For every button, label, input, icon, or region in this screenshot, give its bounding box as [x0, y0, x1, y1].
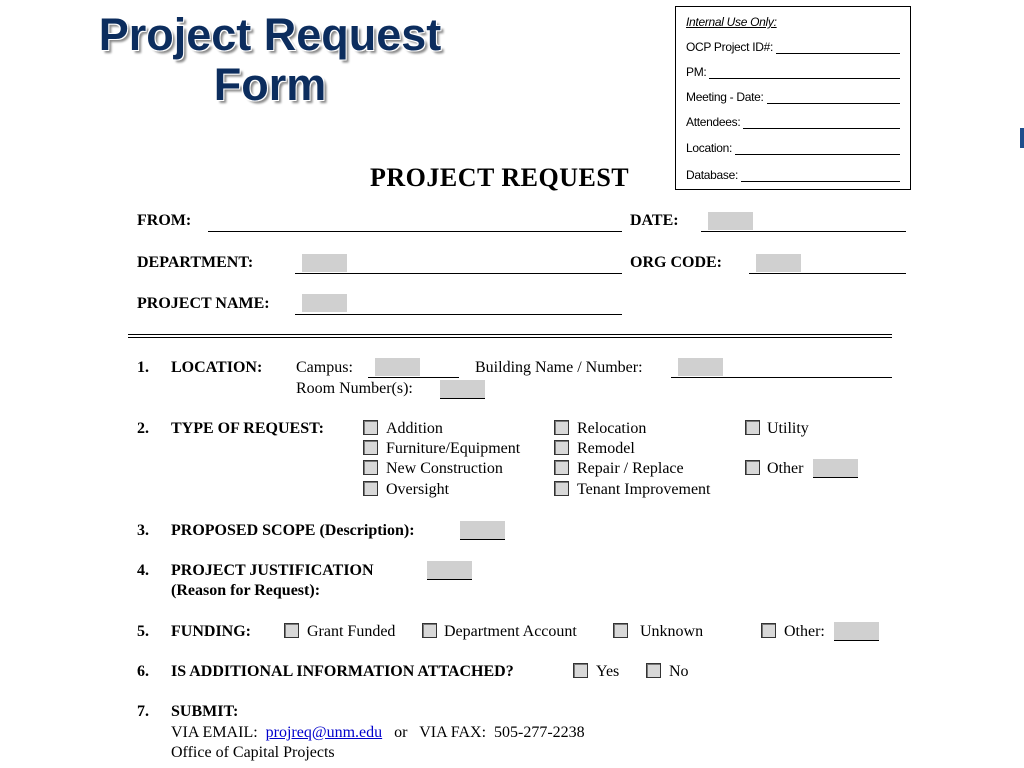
department-label: DEPARTMENT: — [137, 254, 254, 271]
room-input-fill[interactable] — [440, 380, 485, 398]
org-code-label: ORG CODE: — [630, 254, 722, 271]
org-code-field — [749, 273, 906, 274]
internal-field-project-id[interactable]: OCP Project ID#: — [686, 38, 900, 54]
fax-number: 505-277-2238 — [494, 724, 585, 741]
justification-label: PROJECT JUSTIFICATION — [171, 562, 374, 579]
internal-use-box — [675, 6, 911, 190]
project-name-field — [295, 314, 622, 315]
option-unknown: Unknown — [640, 623, 704, 640]
option-no: No — [669, 663, 689, 680]
attached-label: IS ADDITIONAL INFORMATION ATTACHED? — [171, 663, 514, 680]
option-oversight: Oversight — [386, 481, 450, 498]
project-name-input-fill[interactable] — [302, 294, 347, 312]
submit-number: 7. — [137, 703, 149, 720]
internal-field-pm[interactable]: PM: — [686, 63, 900, 79]
justification-sublabel: (Reason for Request): — [171, 582, 321, 599]
campus-field — [368, 377, 459, 378]
via-fax-label: VIA FAX: — [419, 724, 487, 741]
department-input-fill[interactable] — [302, 254, 347, 272]
checkbox-no[interactable] — [646, 663, 661, 678]
building-field — [671, 377, 892, 378]
org-code-input-fill[interactable] — [756, 254, 801, 272]
other-funding-input-fill[interactable] — [834, 622, 879, 640]
internal-field-meeting-date[interactable]: Meeting - Date: — [686, 88, 900, 104]
option-relocation: Relocation — [577, 420, 647, 437]
checkbox-tenant-improvement[interactable] — [554, 481, 569, 496]
internal-use-header: Internal Use Only: — [686, 15, 777, 29]
building-input-fill[interactable] — [678, 358, 723, 376]
option-repair-replace: Repair / Replace — [577, 460, 684, 477]
checkbox-department-account[interactable] — [422, 623, 437, 638]
option-new-construction: New Construction — [386, 460, 503, 477]
type-label: TYPE OF REQUEST: — [171, 420, 324, 437]
checkbox-grant-funded[interactable] — [284, 623, 299, 638]
checkbox-utility[interactable] — [745, 420, 760, 435]
scope-input-fill[interactable] — [460, 521, 505, 539]
from-label: FROM: — [137, 212, 192, 229]
option-grant-funded: Grant Funded — [307, 623, 396, 640]
checkbox-other-type[interactable] — [745, 460, 760, 475]
checkbox-new-construction[interactable] — [363, 460, 378, 475]
option-furniture-equipment: Furniture/Equipment — [386, 440, 521, 457]
checkbox-yes[interactable] — [573, 663, 588, 678]
building-label: Building Name / Number: — [475, 359, 643, 376]
checkbox-other-funding[interactable] — [761, 623, 776, 638]
internal-field-location[interactable]: Location: — [686, 139, 900, 155]
justification-input-fill[interactable] — [427, 561, 472, 579]
submit-line — [171, 724, 585, 742]
date-input-fill[interactable] — [708, 212, 753, 230]
date-field — [701, 231, 906, 232]
page-heading: PROJECT REQUEST — [370, 163, 630, 192]
department-field — [295, 273, 622, 274]
form-title-line1: Project Request — [98, 9, 442, 60]
edge-marker — [1020, 128, 1024, 148]
room-field — [440, 398, 485, 399]
option-utility: Utility — [767, 420, 809, 437]
justification-field — [427, 579, 472, 580]
scope-label: PROPOSED SCOPE (Description): — [171, 522, 415, 539]
office-name: Office of Capital Projects — [171, 744, 335, 761]
attached-number: 6. — [137, 663, 149, 680]
option-department-account: Department Account — [444, 623, 577, 640]
type-number: 2. — [137, 420, 149, 437]
other-funding-field — [834, 640, 879, 641]
scope-number: 3. — [137, 522, 149, 539]
location-label: LOCATION: — [171, 359, 263, 376]
option-addition: Addition — [386, 420, 443, 437]
justification-number: 4. — [137, 562, 149, 579]
location-number: 1. — [137, 359, 149, 376]
from-field[interactable] — [208, 231, 622, 232]
or-text: or — [394, 724, 408, 741]
checkbox-addition[interactable] — [363, 420, 378, 435]
internal-field-attendees[interactable]: Attendees: — [686, 113, 900, 129]
option-yes: Yes — [596, 663, 620, 680]
section-divider — [128, 334, 892, 338]
campus-input-fill[interactable] — [375, 358, 420, 376]
room-label: Room Number(s): — [296, 380, 413, 397]
checkbox-unknown[interactable] — [613, 623, 628, 638]
option-other-type: Other — [767, 460, 804, 477]
date-label: DATE: — [630, 212, 679, 229]
form-title — [60, 10, 480, 110]
form-title-line2: Form — [213, 59, 327, 110]
project-name-label: PROJECT NAME: — [137, 295, 270, 312]
other-type-input-fill[interactable] — [813, 459, 858, 477]
checkbox-oversight[interactable] — [363, 481, 378, 496]
option-other-funding: Other: — [784, 623, 825, 640]
checkbox-remodel[interactable] — [554, 440, 569, 455]
funding-number: 5. — [137, 623, 149, 640]
via-email-label: VIA EMAIL: — [171, 724, 258, 741]
option-tenant-improvement: Tenant Improvement — [577, 481, 711, 498]
funding-label: FUNDING: — [171, 623, 251, 640]
internal-field-database[interactable]: Database: — [686, 166, 900, 182]
campus-label: Campus: — [296, 359, 353, 376]
scope-field — [460, 539, 505, 540]
option-remodel: Remodel — [577, 440, 635, 457]
email-link[interactable]: projreq@unm.edu — [265, 724, 383, 741]
checkbox-relocation[interactable] — [554, 420, 569, 435]
submit-label: SUBMIT: — [171, 703, 239, 720]
checkbox-furniture-equipment[interactable] — [363, 440, 378, 455]
other-type-field — [813, 477, 858, 478]
checkbox-repair-replace[interactable] — [554, 460, 569, 475]
